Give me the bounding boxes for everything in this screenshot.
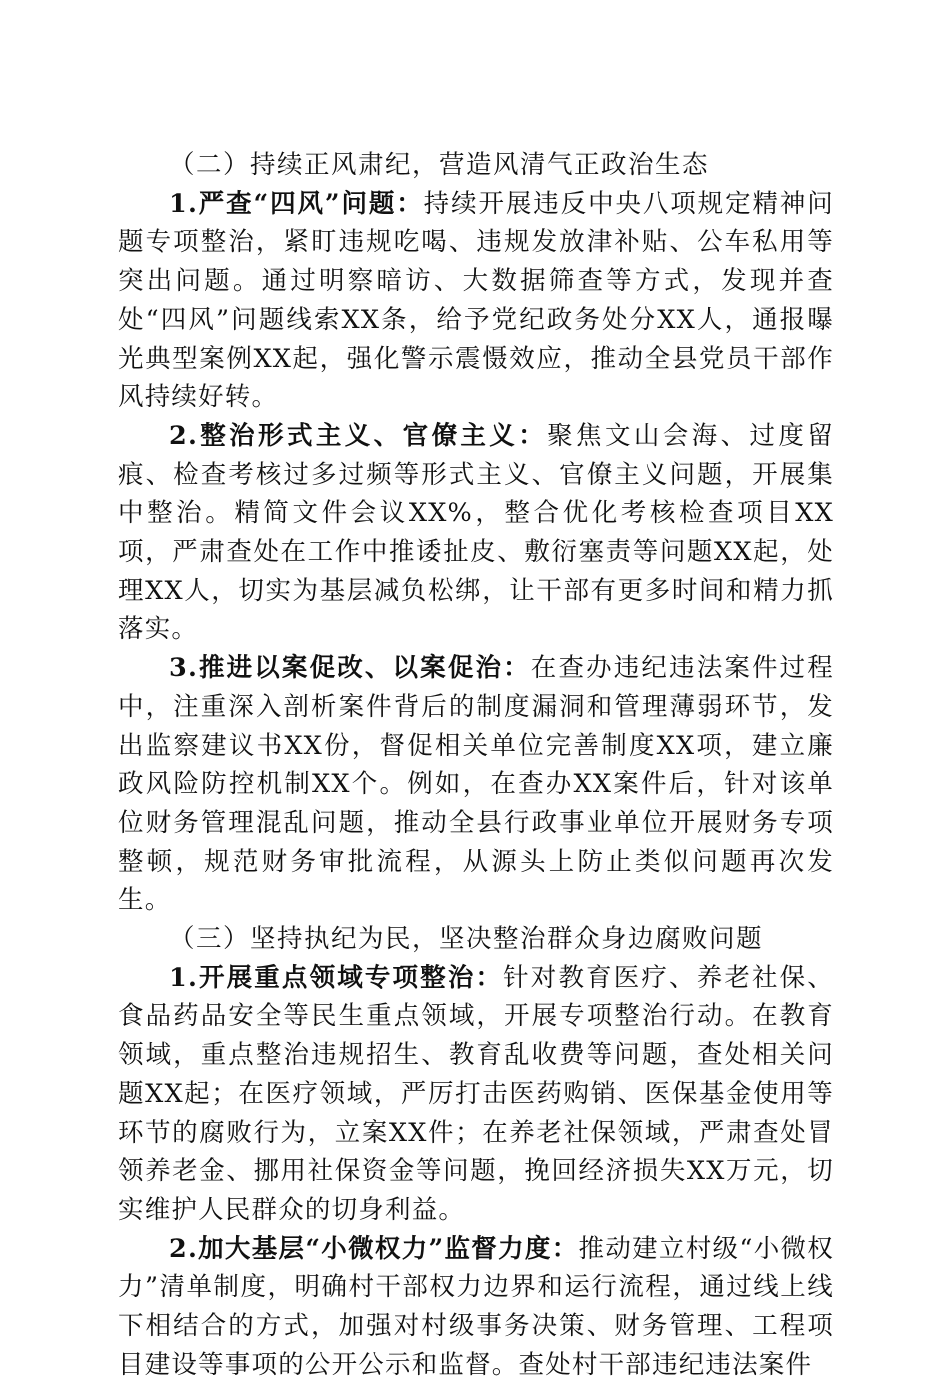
- item-body-3-2: 推动建立村级“小微权力”清单制度，明确村干部权力边界和运行流程，通过线上线下相结合的方式，加强对村级事务决策、财务管理、工程项目建设等事项的公开公示和监督。查处村干部违纪违法案件: [118, 1233, 835, 1380]
- item-lead-2-1: 1.严查“四风”问题：: [169, 188, 424, 219]
- paragraph-item-3-2: [118, 1230, 834, 1385]
- paragraph-item-2-2: [118, 417, 834, 649]
- document-body: [118, 146, 834, 1385]
- item-body-2-1: 持续开展违反中央八项规定精神问题专项整治，紧盯违规吃喝、违规发放津补贴、公车私用等突出问题。通过明察暗访、大数据筛查等方式，发现并查处“四风”问题线索XX条，给予党纪政务处分XX人，通报曝光典型案例XX起，强化警示震慑效应，推动全县党员干部作风持续好转。: [118, 188, 834, 413]
- item-lead-2-2: 2.整治形式主义、官僚主义：: [169, 420, 548, 451]
- item-lead-2-3: 3.推进以案促改、以案促治：: [169, 653, 531, 684]
- section-heading-2: （二）持续正风肃纪，营造风清气正政治生态: [169, 150, 710, 180]
- paragraph-item-2-1: [118, 185, 834, 417]
- item-lead-3-2: 2.加大基层“小微权力”监督力度：: [169, 1233, 579, 1264]
- paragraph-item-3-1: [118, 959, 834, 1230]
- item-body-2-2: 聚焦文山会海、过度留痕、检查考核过多过频等形式主义、官僚主义问题，开展集中整治。精简文件会议XX%，整合优化考核检查项目XX项，严肃查处在工作中推诿扯皮、敷衍塞责等问题XX起，处理XX人，切实为基层减负松绑，让干部有更多时间和精力抓落实。: [118, 420, 834, 645]
- section-heading-3: （三）坚持执纪为民，坚决整治群众身边腐败问题: [169, 924, 764, 955]
- item-body-2-3: 在查办违纪违法案件过程中，注重深入剖析案件背后的制度漏洞和管理薄弱环节，发出监察建议书XX份，督促相关单位完善制度XX项，建立廉政风险防控机制XX个。例如，在查办XX案件后，针对该单位财务管理混乱问题，推动全县行政事业单位开展财务专项整顿，规范财务审批流程，从源头上防止类似问题再次发生。: [118, 653, 835, 916]
- item-body-3-1: 针对教育医疗、养老社保、食品药品安全等民生重点领域，开展专项整治行动。在教育领域，重点整治违规招生、教育乱收费等问题，查处相关问题XX起；在医疗领域，严厉打击医药购销、医保基金使用等环节的腐败行为，立案XX件；在养老社保领域，严肃查处冒领养老金、挪用社保资金等问题，挽回经济损失XX万元，切实维护人民群众的切身利益。: [118, 962, 834, 1225]
- item-lead-3-1: 1.开展重点领域专项整治：: [169, 962, 504, 993]
- paragraph-item-2-3: [118, 649, 834, 920]
